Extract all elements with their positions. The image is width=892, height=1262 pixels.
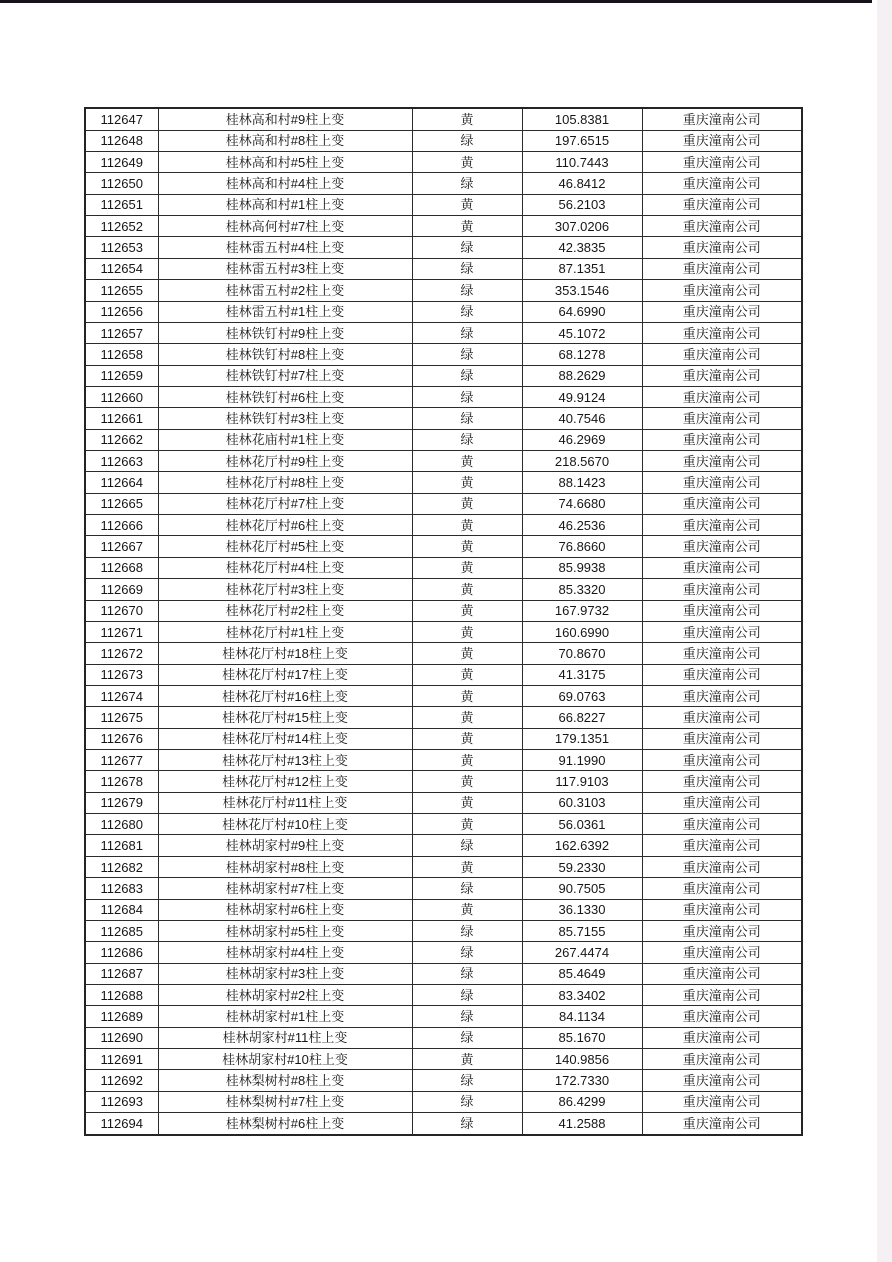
cell-value: 85.7155 <box>522 920 642 941</box>
cell-name: 桂林胡家村#4柱上变 <box>158 942 412 963</box>
cell-color-flag: 绿 <box>412 963 522 984</box>
cell-company: 重庆潼南公司 <box>642 920 802 941</box>
cell-company: 重庆潼南公司 <box>642 301 802 322</box>
cell-value: 85.9938 <box>522 557 642 578</box>
cell-value: 140.9856 <box>522 1049 642 1070</box>
cell-color-flag: 绿 <box>412 322 522 343</box>
table-row <box>85 1049 802 1070</box>
cell-value: 64.6990 <box>522 301 642 322</box>
cell-color-flag: 黄 <box>412 472 522 493</box>
cell-name: 桂林花厅村#1柱上变 <box>158 621 412 642</box>
cell-company: 重庆潼南公司 <box>642 1006 802 1027</box>
cell-color-flag: 黄 <box>412 621 522 642</box>
cell-name: 桂林花厅村#6柱上变 <box>158 515 412 536</box>
table-row <box>85 151 802 172</box>
cell-name: 桂林花厅村#14柱上变 <box>158 728 412 749</box>
cell-id: 112652 <box>85 216 158 237</box>
cell-id: 112684 <box>85 899 158 920</box>
cell-color-flag: 黄 <box>412 856 522 877</box>
cell-company: 重庆潼南公司 <box>642 1070 802 1091</box>
cell-company: 重庆潼南公司 <box>642 344 802 365</box>
cell-color-flag: 绿 <box>412 985 522 1006</box>
cell-company: 重庆潼南公司 <box>642 1113 802 1135</box>
cell-id: 112692 <box>85 1070 158 1091</box>
cell-color-flag: 黄 <box>412 685 522 706</box>
cell-name: 桂林雷五村#1柱上变 <box>158 301 412 322</box>
cell-company: 重庆潼南公司 <box>642 557 802 578</box>
cell-id: 112667 <box>85 536 158 557</box>
cell-color-flag: 绿 <box>412 173 522 194</box>
table-row <box>85 750 802 771</box>
cell-name: 桂林花厅村#3柱上变 <box>158 579 412 600</box>
cell-name: 桂林花厅村#2柱上变 <box>158 600 412 621</box>
cell-value: 36.1330 <box>522 899 642 920</box>
cell-company: 重庆潼南公司 <box>642 664 802 685</box>
cell-id: 112659 <box>85 365 158 386</box>
cell-company: 重庆潼南公司 <box>642 451 802 472</box>
cell-id: 112677 <box>85 750 158 771</box>
cell-value: 110.7443 <box>522 151 642 172</box>
cell-company: 重庆潼南公司 <box>642 472 802 493</box>
cell-value: 46.2969 <box>522 429 642 450</box>
cell-company: 重庆潼南公司 <box>642 685 802 706</box>
cell-value: 45.1072 <box>522 322 642 343</box>
cell-id: 112663 <box>85 451 158 472</box>
cell-id: 112658 <box>85 344 158 365</box>
cell-company: 重庆潼南公司 <box>642 1091 802 1112</box>
cell-name: 桂林花厅村#7柱上变 <box>158 493 412 514</box>
cell-id: 112681 <box>85 835 158 856</box>
table-row <box>85 408 802 429</box>
cell-id: 112648 <box>85 130 158 151</box>
cell-name: 桂林花厅村#16柱上变 <box>158 685 412 706</box>
cell-value: 76.8660 <box>522 536 642 557</box>
cell-company: 重庆潼南公司 <box>642 280 802 301</box>
cell-id: 112657 <box>85 322 158 343</box>
cell-name: 桂林花厅村#4柱上变 <box>158 557 412 578</box>
cell-color-flag: 黄 <box>412 536 522 557</box>
table-row <box>85 814 802 835</box>
cell-color-flag: 绿 <box>412 237 522 258</box>
cell-name: 桂林高和村#1柱上变 <box>158 194 412 215</box>
table-row <box>85 365 802 386</box>
cell-value: 307.0206 <box>522 216 642 237</box>
cell-color-flag: 黄 <box>412 750 522 771</box>
cell-color-flag: 绿 <box>412 920 522 941</box>
cell-color-flag: 黄 <box>412 451 522 472</box>
table-row <box>85 451 802 472</box>
table-row <box>85 280 802 301</box>
table-row <box>85 1091 802 1112</box>
table-row <box>85 771 802 792</box>
cell-color-flag: 黄 <box>412 557 522 578</box>
cell-value: 91.1990 <box>522 750 642 771</box>
cell-company: 重庆潼南公司 <box>642 835 802 856</box>
cell-color-flag: 黄 <box>412 493 522 514</box>
cell-color-flag: 绿 <box>412 130 522 151</box>
cell-company: 重庆潼南公司 <box>642 408 802 429</box>
cell-value: 74.6680 <box>522 493 642 514</box>
table-row <box>85 429 802 450</box>
table-row <box>85 1070 802 1091</box>
cell-value: 160.6990 <box>522 621 642 642</box>
cell-name: 桂林铁钉村#7柱上变 <box>158 365 412 386</box>
cell-color-flag: 黄 <box>412 792 522 813</box>
cell-color-flag: 绿 <box>412 280 522 301</box>
cell-value: 84.1134 <box>522 1006 642 1027</box>
cell-id: 112675 <box>85 707 158 728</box>
cell-company: 重庆潼南公司 <box>642 600 802 621</box>
cell-value: 267.4474 <box>522 942 642 963</box>
table-row <box>85 386 802 407</box>
cell-value: 59.2330 <box>522 856 642 877</box>
cell-color-flag: 黄 <box>412 151 522 172</box>
cell-company: 重庆潼南公司 <box>642 750 802 771</box>
cell-value: 46.8412 <box>522 173 642 194</box>
cell-value: 86.4299 <box>522 1091 642 1112</box>
table-row <box>85 515 802 536</box>
table-row <box>85 707 802 728</box>
cell-id: 112673 <box>85 664 158 685</box>
cell-company: 重庆潼南公司 <box>642 942 802 963</box>
cell-company: 重庆潼南公司 <box>642 365 802 386</box>
table-row <box>85 792 802 813</box>
cell-id: 112662 <box>85 429 158 450</box>
cell-id: 112678 <box>85 771 158 792</box>
cell-value: 85.1670 <box>522 1027 642 1048</box>
cell-color-flag: 黄 <box>412 216 522 237</box>
table-row <box>85 472 802 493</box>
cell-color-flag: 绿 <box>412 878 522 899</box>
cell-id: 112679 <box>85 792 158 813</box>
table-row <box>85 685 802 706</box>
table-body <box>85 108 802 1135</box>
cell-name: 桂林花厅村#18柱上变 <box>158 643 412 664</box>
cell-id: 112671 <box>85 621 158 642</box>
table-row <box>85 1113 802 1135</box>
cell-id: 112655 <box>85 280 158 301</box>
cell-name: 桂林胡家村#3柱上变 <box>158 963 412 984</box>
cell-value: 83.3402 <box>522 985 642 1006</box>
cell-name: 桂林高和村#9柱上变 <box>158 108 412 130</box>
cell-value: 87.1351 <box>522 258 642 279</box>
table-row <box>85 985 802 1006</box>
cell-value: 56.2103 <box>522 194 642 215</box>
cell-id: 112680 <box>85 814 158 835</box>
cell-name: 桂林花厅村#17柱上变 <box>158 664 412 685</box>
cell-value: 179.1351 <box>522 728 642 749</box>
table-row <box>85 664 802 685</box>
cell-company: 重庆潼南公司 <box>642 322 802 343</box>
table-row <box>85 835 802 856</box>
cell-id: 112660 <box>85 386 158 407</box>
cell-id: 112682 <box>85 856 158 877</box>
cell-id: 112647 <box>85 108 158 130</box>
table-row <box>85 899 802 920</box>
cell-value: 218.5670 <box>522 451 642 472</box>
cell-name: 桂林胡家村#9柱上变 <box>158 835 412 856</box>
cell-id: 112691 <box>85 1049 158 1070</box>
cell-id: 112693 <box>85 1091 158 1112</box>
cell-company: 重庆潼南公司 <box>642 579 802 600</box>
cell-id: 112664 <box>85 472 158 493</box>
cell-id: 112674 <box>85 685 158 706</box>
cell-color-flag: 绿 <box>412 1091 522 1112</box>
table-row <box>85 963 802 984</box>
cell-color-flag: 黄 <box>412 707 522 728</box>
table-row <box>85 579 802 600</box>
table-row <box>85 878 802 899</box>
cell-id: 112670 <box>85 600 158 621</box>
cell-color-flag: 黄 <box>412 515 522 536</box>
cell-value: 90.7505 <box>522 878 642 899</box>
table-row <box>85 237 802 258</box>
cell-company: 重庆潼南公司 <box>642 515 802 536</box>
cell-name: 桂林梨树村#6柱上变 <box>158 1113 412 1135</box>
cell-id: 112676 <box>85 728 158 749</box>
cell-name: 桂林梨树村#8柱上变 <box>158 1070 412 1091</box>
cell-id: 112656 <box>85 301 158 322</box>
cell-id: 112650 <box>85 173 158 194</box>
cell-color-flag: 绿 <box>412 258 522 279</box>
cell-company: 重庆潼南公司 <box>642 643 802 664</box>
cell-color-flag: 黄 <box>412 108 522 130</box>
cell-name: 桂林胡家村#8柱上变 <box>158 856 412 877</box>
cell-name: 桂林花厅村#11柱上变 <box>158 792 412 813</box>
cell-value: 162.6392 <box>522 835 642 856</box>
cell-color-flag: 绿 <box>412 835 522 856</box>
cell-name: 桂林胡家村#1柱上变 <box>158 1006 412 1027</box>
table-row <box>85 322 802 343</box>
cell-color-flag: 黄 <box>412 579 522 600</box>
cell-company: 重庆潼南公司 <box>642 194 802 215</box>
table-row <box>85 301 802 322</box>
cell-value: 49.9124 <box>522 386 642 407</box>
table-row <box>85 728 802 749</box>
cell-company: 重庆潼南公司 <box>642 878 802 899</box>
cell-company: 重庆潼南公司 <box>642 814 802 835</box>
cell-color-flag: 绿 <box>412 386 522 407</box>
cell-company: 重庆潼南公司 <box>642 216 802 237</box>
cell-name: 桂林铁钉村#9柱上变 <box>158 322 412 343</box>
cell-name: 桂林胡家村#6柱上变 <box>158 899 412 920</box>
cell-company: 重庆潼南公司 <box>642 536 802 557</box>
cell-id: 112694 <box>85 1113 158 1135</box>
table-row <box>85 493 802 514</box>
cell-value: 167.9732 <box>522 600 642 621</box>
table-row <box>85 173 802 194</box>
table-row <box>85 536 802 557</box>
cell-name: 桂林花厅村#5柱上变 <box>158 536 412 557</box>
table-row <box>85 856 802 877</box>
cell-color-flag: 绿 <box>412 408 522 429</box>
cell-value: 46.2536 <box>522 515 642 536</box>
cell-name: 桂林梨树村#7柱上变 <box>158 1091 412 1112</box>
cell-value: 69.0763 <box>522 685 642 706</box>
cell-company: 重庆潼南公司 <box>642 899 802 920</box>
cell-name: 桂林铁钉村#8柱上变 <box>158 344 412 365</box>
cell-value: 353.1546 <box>522 280 642 301</box>
cell-color-flag: 绿 <box>412 942 522 963</box>
cell-value: 70.8670 <box>522 643 642 664</box>
cell-company: 重庆潼南公司 <box>642 108 802 130</box>
table-row <box>85 942 802 963</box>
cell-color-flag: 绿 <box>412 429 522 450</box>
table-row <box>85 108 802 130</box>
cell-name: 桂林花厅村#10柱上变 <box>158 814 412 835</box>
transformer-table <box>84 107 803 1136</box>
cell-name: 桂林胡家村#5柱上变 <box>158 920 412 941</box>
cell-value: 197.6515 <box>522 130 642 151</box>
cell-name: 桂林铁钉村#3柱上变 <box>158 408 412 429</box>
cell-id: 112688 <box>85 985 158 1006</box>
table-row <box>85 920 802 941</box>
cell-color-flag: 黄 <box>412 664 522 685</box>
table-row <box>85 621 802 642</box>
cell-value: 60.3103 <box>522 792 642 813</box>
cell-value: 68.1278 <box>522 344 642 365</box>
cell-company: 重庆潼南公司 <box>642 258 802 279</box>
table-row <box>85 258 802 279</box>
cell-company: 重庆潼南公司 <box>642 429 802 450</box>
cell-color-flag: 绿 <box>412 344 522 365</box>
cell-id: 112672 <box>85 643 158 664</box>
cell-name: 桂林雷五村#2柱上变 <box>158 280 412 301</box>
cell-color-flag: 黄 <box>412 643 522 664</box>
cell-name: 桂林花厅村#13柱上变 <box>158 750 412 771</box>
cell-color-flag: 黄 <box>412 899 522 920</box>
cell-id: 112683 <box>85 878 158 899</box>
cell-value: 117.9103 <box>522 771 642 792</box>
cell-id: 112661 <box>85 408 158 429</box>
table-row <box>85 216 802 237</box>
cell-name: 桂林高和村#4柱上变 <box>158 173 412 194</box>
cell-color-flag: 绿 <box>412 1006 522 1027</box>
cell-color-flag: 黄 <box>412 600 522 621</box>
cell-name: 桂林高和村#5柱上变 <box>158 151 412 172</box>
cell-color-flag: 黄 <box>412 194 522 215</box>
cell-company: 重庆潼南公司 <box>642 237 802 258</box>
cell-value: 172.7330 <box>522 1070 642 1091</box>
cell-company: 重庆潼南公司 <box>642 173 802 194</box>
cell-color-flag: 黄 <box>412 728 522 749</box>
table-row <box>85 130 802 151</box>
cell-color-flag: 绿 <box>412 1113 522 1135</box>
table-row <box>85 1027 802 1048</box>
cell-company: 重庆潼南公司 <box>642 728 802 749</box>
cell-company: 重庆潼南公司 <box>642 707 802 728</box>
cell-company: 重庆潼南公司 <box>642 151 802 172</box>
cell-value: 56.0361 <box>522 814 642 835</box>
cell-id: 112687 <box>85 963 158 984</box>
cell-name: 桂林雷五村#4柱上变 <box>158 237 412 258</box>
cell-color-flag: 黄 <box>412 771 522 792</box>
cell-value: 40.7546 <box>522 408 642 429</box>
cell-value: 41.2588 <box>522 1113 642 1135</box>
cell-color-flag: 绿 <box>412 1070 522 1091</box>
table-row <box>85 194 802 215</box>
cell-name: 桂林花厅村#9柱上变 <box>158 451 412 472</box>
cell-company: 重庆潼南公司 <box>642 792 802 813</box>
table-row <box>85 1006 802 1027</box>
cell-company: 重庆潼南公司 <box>642 963 802 984</box>
cell-name: 桂林花庙村#1柱上变 <box>158 429 412 450</box>
scan-edge-right <box>877 0 892 1262</box>
cell-name: 桂林胡家村#7柱上变 <box>158 878 412 899</box>
cell-id: 112685 <box>85 920 158 941</box>
cell-value: 42.3835 <box>522 237 642 258</box>
cell-value: 41.3175 <box>522 664 642 685</box>
scan-edge-top <box>0 0 872 3</box>
table-row <box>85 344 802 365</box>
cell-id: 112654 <box>85 258 158 279</box>
cell-name: 桂林胡家村#10柱上变 <box>158 1049 412 1070</box>
cell-company: 重庆潼南公司 <box>642 856 802 877</box>
cell-color-flag: 黄 <box>412 814 522 835</box>
cell-value: 85.3320 <box>522 579 642 600</box>
cell-value: 105.8381 <box>522 108 642 130</box>
cell-id: 112690 <box>85 1027 158 1048</box>
cell-id: 112689 <box>85 1006 158 1027</box>
cell-company: 重庆潼南公司 <box>642 1049 802 1070</box>
cell-company: 重庆潼南公司 <box>642 386 802 407</box>
cell-color-flag: 绿 <box>412 365 522 386</box>
cell-color-flag: 绿 <box>412 301 522 322</box>
cell-name: 桂林花厅村#8柱上变 <box>158 472 412 493</box>
cell-name: 桂林胡家村#2柱上变 <box>158 985 412 1006</box>
cell-id: 112668 <box>85 557 158 578</box>
cell-id: 112666 <box>85 515 158 536</box>
cell-company: 重庆潼南公司 <box>642 771 802 792</box>
cell-id: 112686 <box>85 942 158 963</box>
cell-company: 重庆潼南公司 <box>642 1027 802 1048</box>
cell-id: 112669 <box>85 579 158 600</box>
table-row <box>85 600 802 621</box>
cell-name: 桂林花厅村#12柱上变 <box>158 771 412 792</box>
table-row <box>85 557 802 578</box>
cell-value: 88.2629 <box>522 365 642 386</box>
cell-id: 112649 <box>85 151 158 172</box>
cell-name: 桂林高何村#7柱上变 <box>158 216 412 237</box>
cell-company: 重庆潼南公司 <box>642 493 802 514</box>
cell-name: 桂林胡家村#11柱上变 <box>158 1027 412 1048</box>
cell-value: 85.4649 <box>522 963 642 984</box>
cell-id: 112653 <box>85 237 158 258</box>
cell-value: 88.1423 <box>522 472 642 493</box>
cell-name: 桂林雷五村#3柱上变 <box>158 258 412 279</box>
cell-value: 66.8227 <box>522 707 642 728</box>
cell-color-flag: 黄 <box>412 1049 522 1070</box>
cell-id: 112665 <box>85 493 158 514</box>
cell-company: 重庆潼南公司 <box>642 985 802 1006</box>
table-row <box>85 643 802 664</box>
cell-color-flag: 绿 <box>412 1027 522 1048</box>
cell-name: 桂林铁钉村#6柱上变 <box>158 386 412 407</box>
cell-company: 重庆潼南公司 <box>642 621 802 642</box>
cell-company: 重庆潼南公司 <box>642 130 802 151</box>
cell-name: 桂林花厅村#15柱上变 <box>158 707 412 728</box>
cell-name: 桂林高和村#8柱上变 <box>158 130 412 151</box>
cell-id: 112651 <box>85 194 158 215</box>
